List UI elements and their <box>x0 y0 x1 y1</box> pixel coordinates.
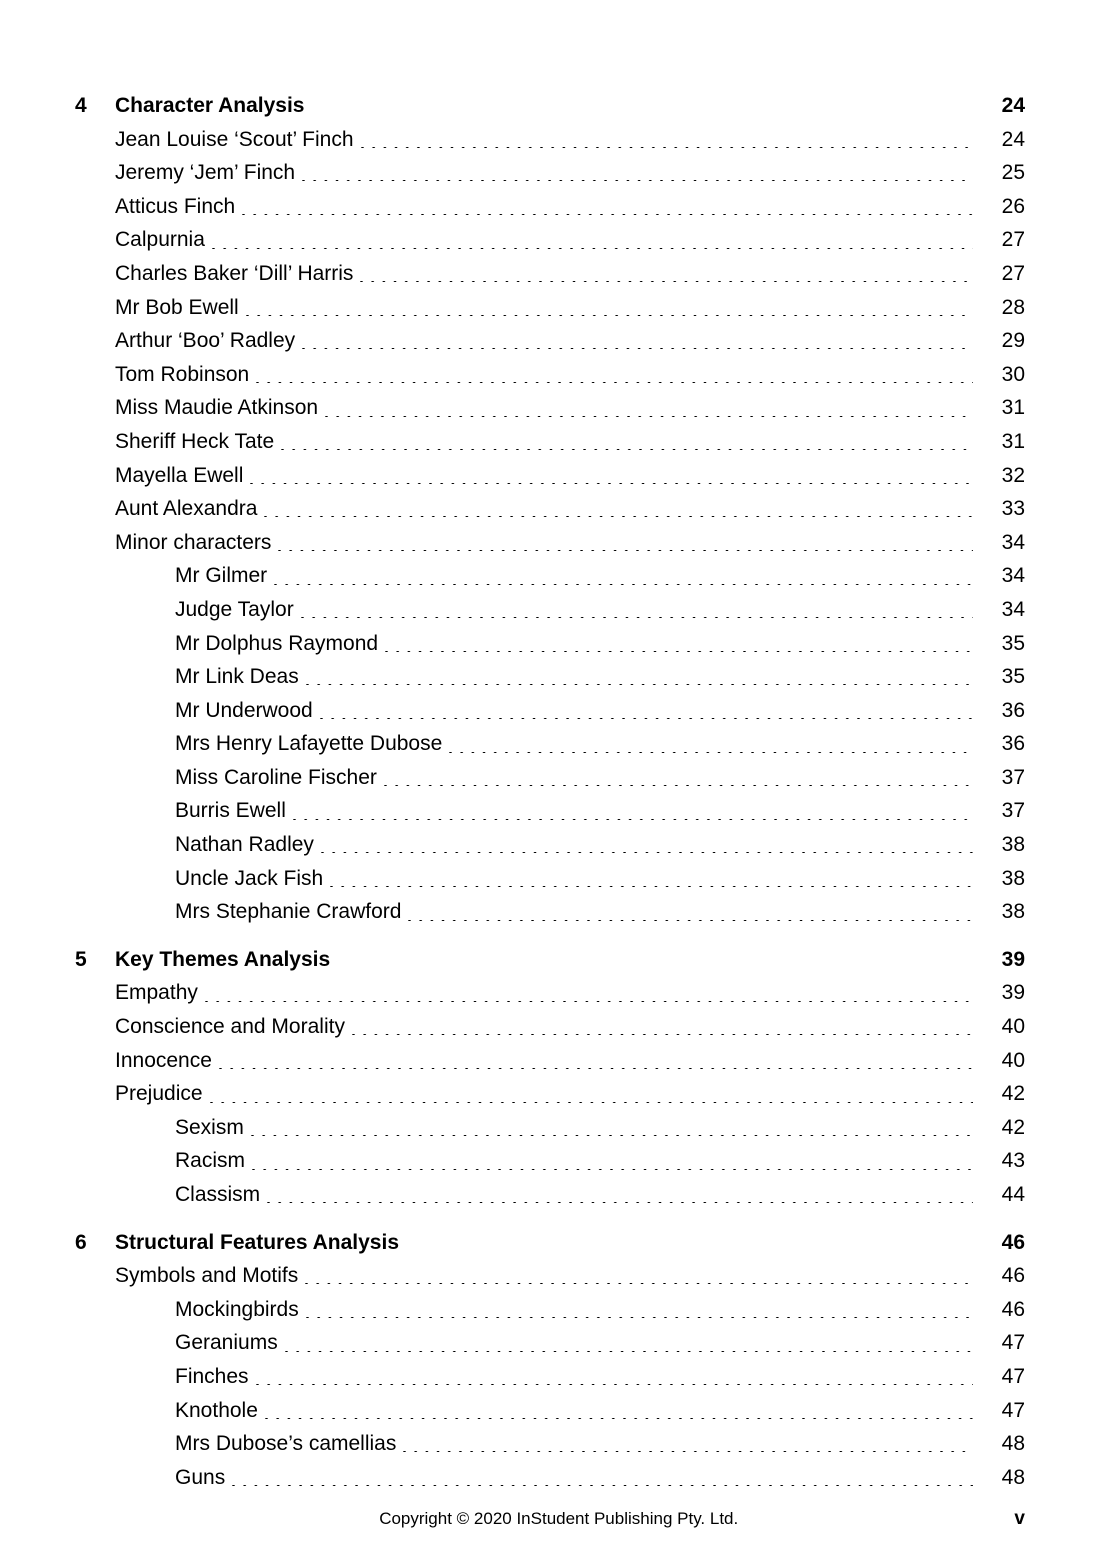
toc-entry-label: Atticus Finch <box>115 194 236 218</box>
dot-leader <box>305 1283 973 1284</box>
toc-subentry-row[interactable] <box>75 700 1025 734</box>
copyright-notice: Copyright © 2020 InStudent Publishing Pty. Ltd. <box>379 1509 739 1528</box>
dot-leader <box>265 1418 973 1419</box>
dot-leader <box>406 1250 973 1251</box>
toc-entry-label: Sheriff Heck Tate <box>115 429 275 453</box>
toc-subentry-row[interactable] <box>75 868 1025 902</box>
toc-entry-label: Charles Baker ‘Dill’ Harris <box>115 261 354 285</box>
toc-entry-row[interactable] <box>75 297 1025 331</box>
toc-page-number: 40 <box>1001 1015 1025 1039</box>
toc-page-number: 46 <box>1001 1297 1025 1321</box>
toc-entry-label: Mr Gilmer <box>175 564 268 588</box>
toc-entry-label: Mr Bob Ewell <box>115 295 239 319</box>
toc-entry-label: Mockingbirds <box>175 1297 299 1321</box>
toc-subentry-row[interactable] <box>75 1150 1025 1184</box>
toc-page-number: 28 <box>1001 295 1025 319</box>
toc-page-number: 27 <box>1001 228 1025 252</box>
dot-leader <box>352 1034 973 1035</box>
toc-entry-label: Burris Ewell <box>175 799 286 823</box>
toc-page-number: 48 <box>1001 1465 1025 1489</box>
toc-page-number: 27 <box>1001 261 1025 285</box>
dot-leader <box>242 214 973 215</box>
toc-page-number: 36 <box>1001 698 1025 722</box>
toc-subentry-row[interactable] <box>75 834 1025 868</box>
toc-entry-label: Miss Caroline Fischer <box>175 765 377 789</box>
toc-entry-row[interactable] <box>75 330 1025 364</box>
dot-leader <box>250 483 973 484</box>
dot-leader <box>306 684 973 685</box>
toc-chapter-number: 6 <box>75 1230 87 1254</box>
toc-page-number: 42 <box>1001 1115 1025 1139</box>
toc-entry-label: Judge Taylor <box>175 597 294 621</box>
dot-leader <box>205 1001 973 1002</box>
toc-entry-label: Jean Louise ‘Scout’ Finch <box>115 127 354 151</box>
dot-leader <box>360 281 973 282</box>
toc-entry-label: Conscience and Morality <box>115 1015 345 1039</box>
dot-leader <box>232 1485 973 1486</box>
dot-leader <box>403 1451 973 1452</box>
dot-leader <box>293 819 973 820</box>
toc-chapter-row[interactable] <box>75 1232 1025 1266</box>
toc-entry-row[interactable] <box>75 162 1025 196</box>
toc-entry-label: Nathan Radley <box>175 833 314 857</box>
toc-entry-row[interactable] <box>75 1083 1025 1117</box>
toc-entry-label: Jeremy ‘Jem’ Finch <box>115 161 296 185</box>
toc-page-number: 29 <box>1001 329 1025 353</box>
toc-page-number: 46 <box>1001 1230 1025 1254</box>
toc-entry-label: Arthur ‘Boo’ Radley <box>115 329 296 353</box>
dot-leader <box>274 584 973 585</box>
toc-entry-label: Mrs Henry Lafayette Dubose <box>175 732 443 756</box>
dot-leader <box>311 113 973 114</box>
toc-subentry-row[interactable] <box>75 1332 1025 1366</box>
toc-entry-label: Mrs Stephanie Crawford <box>175 900 402 924</box>
dot-leader <box>306 1317 973 1318</box>
toc-entry-row[interactable] <box>75 196 1025 230</box>
dot-leader <box>246 315 973 316</box>
toc-entry-row[interactable] <box>75 229 1025 263</box>
toc-entry-label: Character Analysis <box>115 94 305 117</box>
toc-page-number: 39 <box>1001 947 1025 971</box>
toc-page-number: 47 <box>1001 1364 1025 1388</box>
toc-page-number: 44 <box>1001 1183 1025 1206</box>
dot-leader <box>449 752 973 753</box>
toc-page-number: 42 <box>1001 1082 1025 1106</box>
toc-subentry-row[interactable] <box>75 633 1025 667</box>
dot-leader <box>301 617 973 618</box>
toc-page-number: 24 <box>1001 127 1025 151</box>
toc-entry-row[interactable] <box>75 129 1025 163</box>
toc-page-number: 39 <box>1001 981 1025 1005</box>
toc-entry-row[interactable] <box>75 532 1025 566</box>
toc-entry-label: Uncle Jack Fish <box>175 866 324 890</box>
toc-page-number: 38 <box>1001 866 1025 890</box>
toc-page-number: 24 <box>1001 94 1025 117</box>
dot-leader <box>285 1351 973 1352</box>
dot-leader <box>325 416 973 417</box>
toc-subentry-row[interactable] <box>75 1184 1025 1218</box>
toc-entry-label: Mayella Ewell <box>115 463 244 487</box>
dot-leader <box>264 516 973 517</box>
dot-leader <box>302 180 973 181</box>
toc-entry-label: Miss Maudie Atkinson <box>115 396 319 420</box>
toc-entry-row[interactable] <box>75 397 1025 431</box>
toc-entry-row[interactable] <box>75 982 1025 1016</box>
toc-page-number: 43 <box>1001 1149 1025 1173</box>
toc-entry-label: Mrs Dubose’s camellias <box>175 1432 397 1456</box>
dot-leader <box>361 147 973 148</box>
toc-subentry-row[interactable] <box>75 1467 1025 1501</box>
toc-entry-row[interactable] <box>75 263 1025 297</box>
toc-page-number: 32 <box>1001 463 1025 487</box>
toc-page-number: 26 <box>1001 194 1025 218</box>
toc-entry-label: Minor characters <box>115 530 272 554</box>
toc-subentry-row[interactable] <box>75 1366 1025 1400</box>
dot-leader <box>256 1384 973 1385</box>
dot-leader <box>385 651 973 652</box>
dot-leader <box>337 967 973 968</box>
toc-page-number: 31 <box>1001 396 1025 420</box>
dot-leader <box>330 886 973 887</box>
toc-page-number: 47 <box>1001 1398 1025 1422</box>
toc-entry-row[interactable] <box>75 498 1025 532</box>
toc-page-number: 40 <box>1001 1048 1025 1072</box>
dot-leader <box>278 550 973 551</box>
toc-subentry-row[interactable] <box>75 733 1025 767</box>
toc-subentry-row[interactable] <box>75 767 1025 801</box>
dot-leader <box>256 382 973 383</box>
toc-page-number: 30 <box>1001 362 1025 386</box>
toc-entry-label: Geraniums <box>175 1331 278 1355</box>
dot-leader <box>384 785 973 786</box>
toc-entry-row[interactable] <box>75 1265 1025 1299</box>
page-folio: v <box>1014 1508 1025 1529</box>
toc-subentry-row[interactable] <box>75 666 1025 700</box>
toc-page-number: 36 <box>1001 732 1025 756</box>
dot-leader <box>281 449 973 450</box>
toc-page-number: 37 <box>1001 799 1025 823</box>
toc-entry-label: Calpurnia <box>115 228 205 252</box>
toc-entry-label: Finches <box>175 1364 249 1388</box>
toc-chapter-row[interactable] <box>75 949 1025 983</box>
toc-page-number: 37 <box>1001 765 1025 789</box>
toc-subentry-row[interactable] <box>75 599 1025 633</box>
dot-leader <box>320 718 973 719</box>
toc-subentry-row[interactable] <box>75 1433 1025 1467</box>
dot-leader <box>302 348 973 349</box>
toc-subentry-row[interactable] <box>75 800 1025 834</box>
page-footer <box>75 1508 1025 1530</box>
toc-entry-label: Guns <box>175 1465 226 1489</box>
toc-entry-row[interactable] <box>75 364 1025 398</box>
toc-page-number: 34 <box>1001 530 1025 554</box>
toc-page-number: 47 <box>1001 1331 1025 1355</box>
toc-page-number: 48 <box>1001 1432 1025 1456</box>
toc-page-number: 34 <box>1001 597 1025 621</box>
dot-leader <box>251 1135 973 1136</box>
dot-leader <box>219 1068 973 1069</box>
dot-leader <box>408 920 973 921</box>
toc-page-number: 35 <box>1001 665 1025 689</box>
toc-subentry-row[interactable] <box>75 1400 1025 1434</box>
toc-page-number: 33 <box>1001 497 1025 521</box>
toc-entry-label: Sexism <box>175 1115 244 1139</box>
toc-entry-label: Innocence <box>115 1048 212 1072</box>
toc-subentry-row[interactable] <box>75 565 1025 599</box>
toc-entry-label: Prejudice <box>115 1082 203 1106</box>
toc-entry-label: Symbols and Motifs <box>115 1264 299 1288</box>
toc-subentry-row[interactable] <box>75 901 1025 935</box>
toc-entry-label: Mr Dolphus Raymond <box>175 631 379 655</box>
toc-entry-row[interactable] <box>75 431 1025 465</box>
toc-page-number: 35 <box>1001 631 1025 655</box>
toc-entry-label: Classism <box>175 1183 261 1206</box>
toc-page-number: 38 <box>1001 900 1025 924</box>
toc-page-number: 31 <box>1001 429 1025 453</box>
dot-leader <box>210 1102 973 1103</box>
toc-entry-row[interactable] <box>75 1050 1025 1084</box>
toc-page-number: 34 <box>1001 564 1025 588</box>
toc-entry-row[interactable] <box>75 465 1025 499</box>
dot-leader <box>212 248 973 249</box>
dot-leader <box>321 852 973 853</box>
toc-chapter-row[interactable] <box>75 95 1025 129</box>
toc-chapter-number: 5 <box>75 947 87 971</box>
toc-page-number: 38 <box>1001 833 1025 857</box>
toc-page-number: 25 <box>1001 161 1025 185</box>
dot-leader <box>267 1202 973 1203</box>
toc-entry-label: Racism <box>175 1149 246 1173</box>
toc-entry-label: Structural Features Analysis <box>115 1230 399 1254</box>
toc-page-number: 46 <box>1001 1264 1025 1288</box>
toc-entry-row[interactable] <box>75 1016 1025 1050</box>
toc-entry-label: Mr Link Deas <box>175 665 299 689</box>
toc-subentry-row[interactable] <box>75 1117 1025 1151</box>
dot-leader <box>252 1169 973 1170</box>
toc-entry-label: Knothole <box>175 1398 258 1422</box>
toc-chapter-number: 4 <box>75 94 87 117</box>
toc-entry-label: Aunt Alexandra <box>115 497 258 521</box>
toc-subentry-row[interactable] <box>75 1299 1025 1333</box>
table-of-contents <box>75 95 1025 1500</box>
toc-entry-label: Mr Underwood <box>175 698 313 722</box>
toc-entry-label: Key Themes Analysis <box>115 947 331 971</box>
toc-entry-label: Empathy <box>115 981 198 1005</box>
toc-entry-label: Tom Robinson <box>115 362 250 386</box>
